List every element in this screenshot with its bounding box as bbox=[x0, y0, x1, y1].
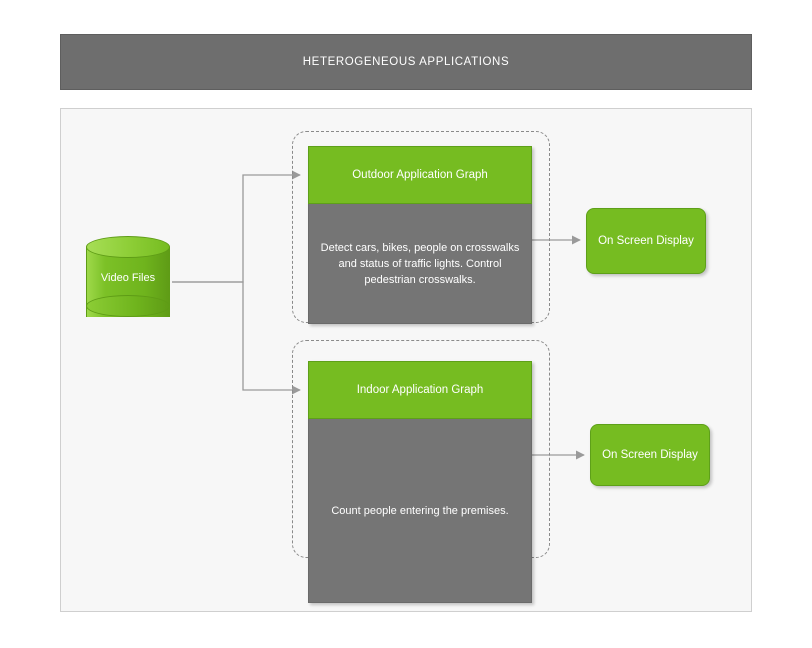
outdoor-application-block[interactable] bbox=[308, 146, 532, 324]
video-files-node[interactable] bbox=[86, 236, 170, 328]
header-banner bbox=[60, 34, 752, 90]
on-screen-display-bottom[interactable]: On Screen Display bbox=[590, 424, 710, 486]
on-screen-display-top[interactable]: On Screen Display bbox=[586, 208, 706, 274]
indoor-application-block[interactable] bbox=[308, 361, 532, 603]
indoor-application-description: Count people entering the premises. bbox=[308, 419, 532, 603]
outdoor-application-description: Detect cars, bikes, people on crosswalks and status of traffic lights. Control pedestrian crosswalks. bbox=[308, 204, 532, 324]
header-title: HETEROGENEOUS APPLICATIONS bbox=[302, 56, 510, 68]
video-files-label: Video Files bbox=[100, 272, 156, 284]
cylinder-top-icon bbox=[86, 236, 170, 258]
cylinder-bottom-icon bbox=[86, 295, 170, 317]
outdoor-application-title: Outdoor Application Graph bbox=[308, 146, 532, 204]
indoor-application-title: Indoor Application Graph bbox=[308, 361, 532, 419]
